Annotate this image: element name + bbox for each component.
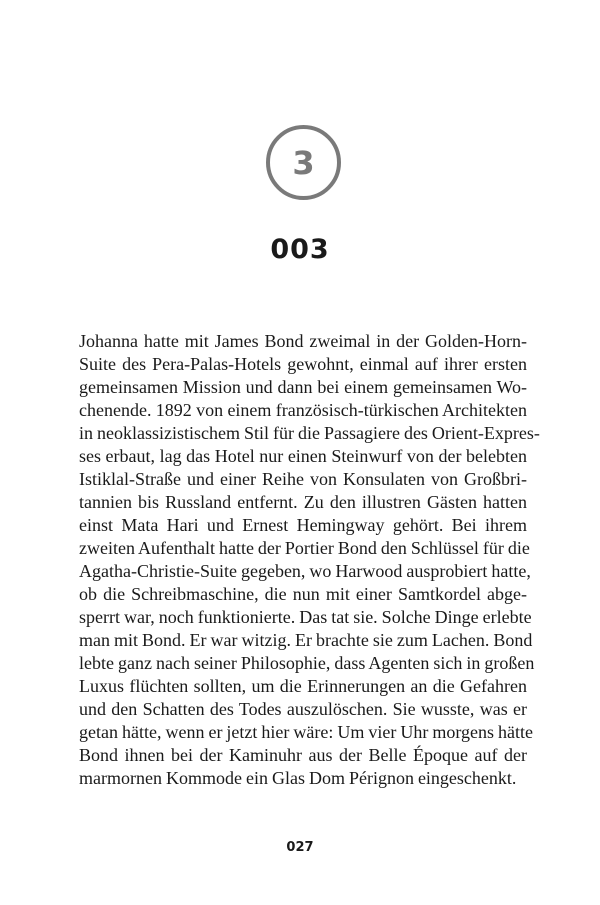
text-line: ses erbaut, lag das Hotel nur einen Steinwurf von der belebten bbox=[79, 446, 527, 466]
text-line: zweiten Aufenthalt hatte der Portier Bond den Schlüssel für die bbox=[79, 538, 530, 558]
page-number: 027 bbox=[286, 840, 314, 855]
text-line: lebte ganz nach seiner Philosophie, dass Agenten sich in großen bbox=[79, 653, 535, 673]
chapter-number: 3 bbox=[292, 143, 315, 182]
text-line: ob die Schreibmaschine, die nun mit einer Samtkordel abge- bbox=[79, 584, 527, 604]
text-line: Luxus flüchten sollten, um die Erinnerungen an die Gefahren bbox=[79, 676, 527, 696]
text-line: Istiklal-Straße und einer Reihe von Konsulaten von Großbri- bbox=[79, 469, 527, 489]
text-line: gemeinsamen Mission und dann bei einem gemeinsamen Wo- bbox=[79, 377, 527, 397]
text-line: Bond ihnen bei der Kaminuhr aus der Belle Époque auf der bbox=[79, 745, 527, 765]
text-line: einst Mata Hari und Ernest Hemingway gehört. Bei ihrem bbox=[79, 515, 527, 535]
text-line: sperrt war, noch funktionierte. Das tat sie. Solche Dinge erlebte bbox=[79, 607, 532, 627]
text-line: man mit Bond. Er war witzig. Er brachte sie zum Lachen. Bond bbox=[79, 630, 533, 650]
body-paragraph bbox=[79, 330, 540, 790]
chapter-number-circle bbox=[266, 125, 341, 200]
text-line: getan hätte, wenn er jetzt hier wäre: Um vier Uhr morgens hätte bbox=[79, 722, 533, 742]
text-line: Agatha-Christie-Suite gegeben, wo Harwood ausprobiert hatte, bbox=[79, 561, 531, 581]
text-line: tannien bis Russland entfernt. Zu den illustren Gästen hatten bbox=[79, 492, 527, 512]
text-line: chenende. 1892 von einem französisch-türkischen Architekten bbox=[79, 400, 527, 420]
text-line: marmornen Kommode ein Glas Dom Pérignon eingeschenkt. bbox=[79, 768, 517, 788]
text-line: Johanna hatte mit James Bond zweimal in der Golden-Horn- bbox=[79, 331, 527, 351]
text-line: in neoklassizistischem Stil für die Passagiere des Orient-Expres- bbox=[79, 423, 540, 443]
chapter-title: 003 bbox=[270, 234, 330, 265]
text-line: Suite des Pera-Palas-Hotels gewohnt, einmal auf ihrer ersten bbox=[79, 354, 527, 374]
text-line: und den Schatten des Todes auszulöschen. Sie wusste, was er bbox=[79, 699, 527, 719]
